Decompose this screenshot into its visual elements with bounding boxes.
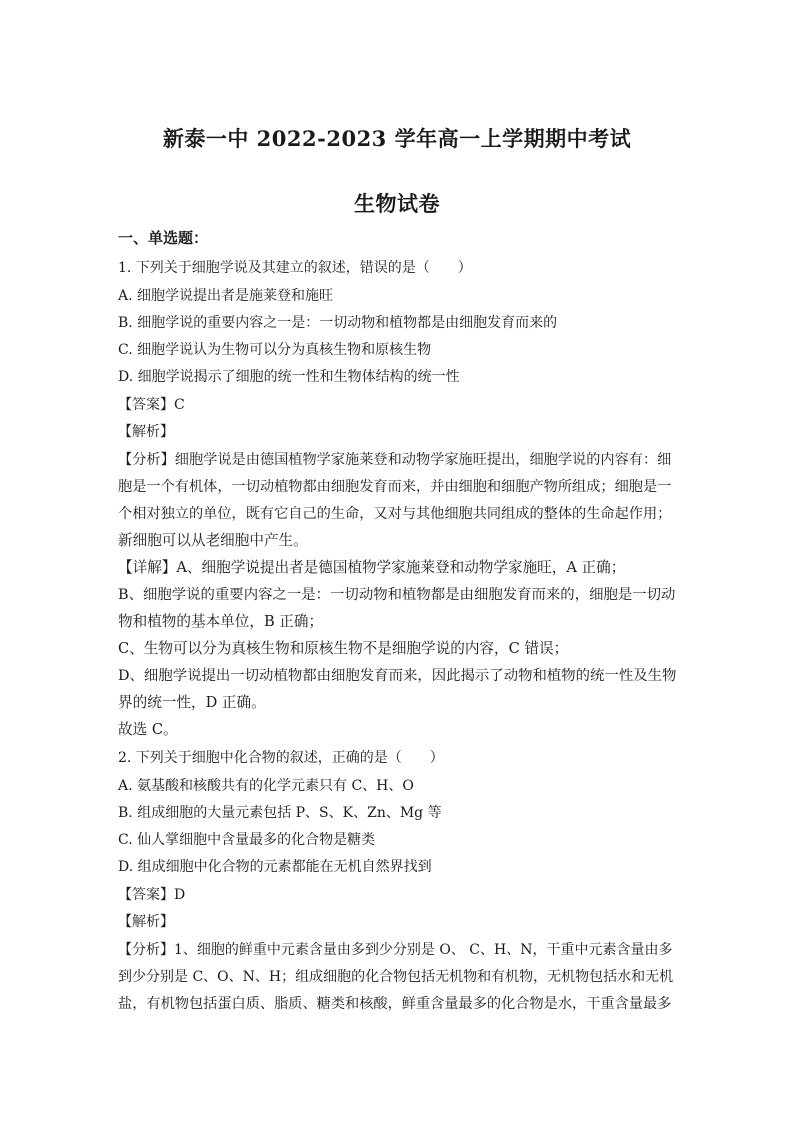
option-d: D. 组成细胞中化合物的元素都能在无机自然界找到 [118,859,432,875]
section-heading: 一、单选题： [118,229,209,247]
explanation-line: 个相对独立的单位，既有它自己的生命，又对与其他细胞共同组成的整体的生命起作用； [118,506,672,522]
option-d: D. 细胞学说揭示了细胞的统一性和生物体结构的统一性 [118,369,460,385]
explanation-line: 【分析】1、细胞的鲜重中元素含量由多到少分别是 O、 C、H、N，干重中元素含量由多 [118,942,673,958]
option-a: A. 细胞学说提出者是施莱登和施旺 [118,288,334,304]
explanation-line: 盐，有机物包括蛋白质、脂质、糖类和核酸，鲜重含量最多的化合物是水，干重含量最多 [118,996,672,1012]
explanation-line: 物和植物的基本单位，B 正确； [118,613,324,630]
analysis-label: 【解析】 [118,424,174,440]
explanation-line: 胞是一个有机体，一切动植物都由细胞发育而来，并由细胞和细胞产物所组成；细胞是一 [118,479,672,495]
option-b: B. 组成细胞的大量元素包括 P、S、K、Zn、Mg 等 [118,805,442,821]
explanation-line: B、细胞学说的重要内容之一是：一切动物和植物都是由细胞发育而来的，细胞是一切动 [118,587,676,603]
explanation-line: D、细胞学说提出一切动植物都由细胞发育而来，因此揭示了动物和植物的统一性及生物 [118,668,676,684]
option-a: A. 氨基酸和核酸共有的化学元素只有 C、H、O [118,778,414,794]
option-b: B. 细胞学说的重要内容之一是：一切动物和植物都是由细胞发育而来的 [118,315,558,331]
explanation-line: 【详解】A、细胞学说提出者是德国植物学家施莱登和动物学家施旺，A 正确； [118,559,626,576]
exam-title: 新泰一中 2022-2023 学年高一上学期期中考试 [162,126,632,151]
explanation-line: 到少分别是 C、O、N、H；组成细胞的化合物包括无机物和有机物，无机物包括水和无机 [118,969,674,985]
answer: 【答案】D [118,887,186,903]
explanation-line: 界的统一性，D 正确。 [118,694,266,711]
explanation-line: C、生物可以分为真核生物和原核生物不是细胞学说的内容，C 错误； [118,640,569,657]
explanation-line: 新细胞可以从老细胞中产生。 [118,532,308,549]
explanation-line: 故选 C。 [118,721,178,738]
question-stem: 1. 下列关于细胞学说及其建立的叙述，错误的是（ ） [118,260,472,276]
exam-subtitle: 生物试卷 [354,191,440,216]
explanation-line: 【分析】细胞学说是由德国植物学家施莱登和动物学家施旺提出，细胞学说的内容有：细 [118,452,672,468]
analysis-label: 【解析】 [118,914,174,930]
answer: 【答案】C [118,397,185,413]
option-c: C. 仙人掌细胞中含量最多的化合物是糖类 [118,832,376,848]
question-stem: 2. 下列关于细胞中化合物的叙述，正确的是（ ） [118,750,444,766]
option-c: C. 细胞学说认为生物可以分为真核生物和原核生物 [118,342,432,358]
